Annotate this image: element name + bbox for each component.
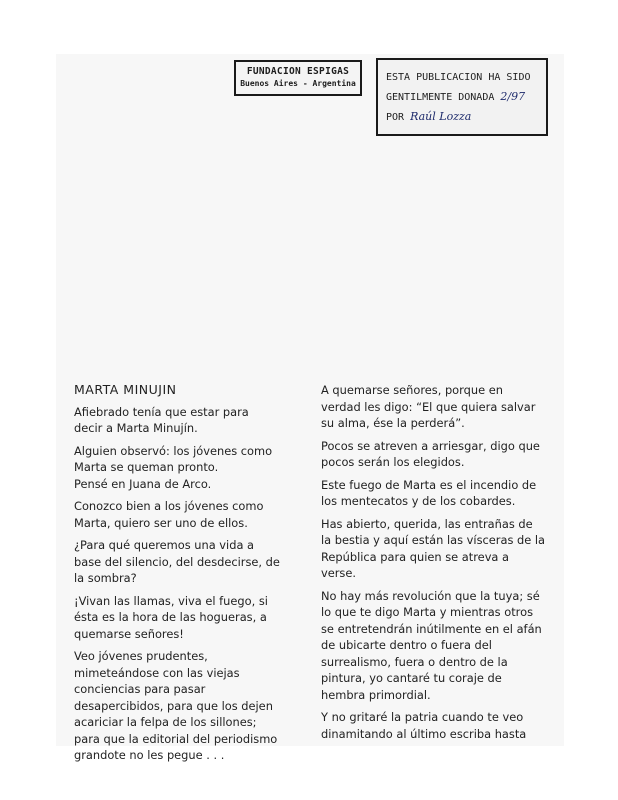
foundation-stamp-name: FUNDACION ESPIGAS bbox=[246, 66, 350, 77]
foundation-stamp-location: Buenos Aires - Argentina bbox=[240, 79, 356, 88]
donation-stamp-donated: GENTILMENTE DONADA bbox=[386, 92, 495, 103]
article-paragraph: ¡Vivan las llamas, viva el fuego, si ésta es la hora de las hogueras, a quemarse señores! bbox=[74, 593, 268, 641]
left-paragraphs bbox=[74, 404, 280, 764]
article-paragraph: Este fuego de Marta es el incendio de los mentecatos y de los cobardes. bbox=[321, 477, 537, 508]
article-paragraph: Alguien observó: los jóvenes como Marta se queman pronto. Pensé en Juana de Arco. bbox=[74, 443, 273, 491]
article-paragraph: No hay más revolución que la tuya; sé lo que te digo Marta y mientras otros se entretendrán inútilmente en el afán de ubicarte dentro o fuera del surrealismo, fuera o dentro de la pintura, yo cantaré tu coraje de hembra primordial. bbox=[321, 588, 542, 702]
donation-stamp-by: POR bbox=[386, 112, 405, 123]
donation-stamp-line3 bbox=[386, 107, 546, 127]
article-paragraph: A quemarse señores, porque en verdad les digo: “El que quiera salvar su alma, ése la perderá”. bbox=[321, 383, 536, 430]
article-paragraph: Pocos se atreven a arriesgar, digo que pocos serán los elegidos. bbox=[321, 438, 540, 469]
donation-stamp-donor: Raúl Lozza bbox=[410, 110, 472, 123]
article-paragraph: Y no gritaré la patria cuando te veo dinamitando al último escriba hasta bbox=[321, 710, 527, 741]
foundation-stamp bbox=[234, 60, 362, 96]
donation-stamp-line1: ESTA PUBLICACION HA SIDO bbox=[386, 72, 531, 83]
donation-stamp-date: 2/97 bbox=[500, 90, 526, 103]
article-paragraph: ¿Para qué queremos una vida a base del silencio, del desdecirse, de la sombra? bbox=[74, 538, 280, 585]
donation-stamp bbox=[376, 58, 548, 136]
right-paragraphs bbox=[321, 382, 545, 742]
donation-stamp-line2 bbox=[386, 87, 546, 107]
article-right-column bbox=[321, 382, 545, 748]
article-paragraph: Veo jóvenes prudentes, mimeteándose con las viejas conciencias para pasar desapercibidos, para que los dejen acariciar la felpa de los sillones; para que la editorial del periodismo grandote no les pegue . . . bbox=[74, 649, 278, 762]
article-paragraph: Afiebrado tenía que estar para decir a Marta Minujín. bbox=[74, 404, 249, 435]
article-paragraph: Has abierto, querida, las entrañas de la bestia y aquí están las vísceras de la República para quien se atreva a verse. bbox=[321, 516, 546, 580]
article-title: MARTA MINUJIN bbox=[74, 382, 177, 397]
article-left-column bbox=[74, 382, 280, 770]
article-paragraph: Conozco bien a los jóvenes como Marta, quiero ser uno de ellos. bbox=[74, 499, 264, 530]
